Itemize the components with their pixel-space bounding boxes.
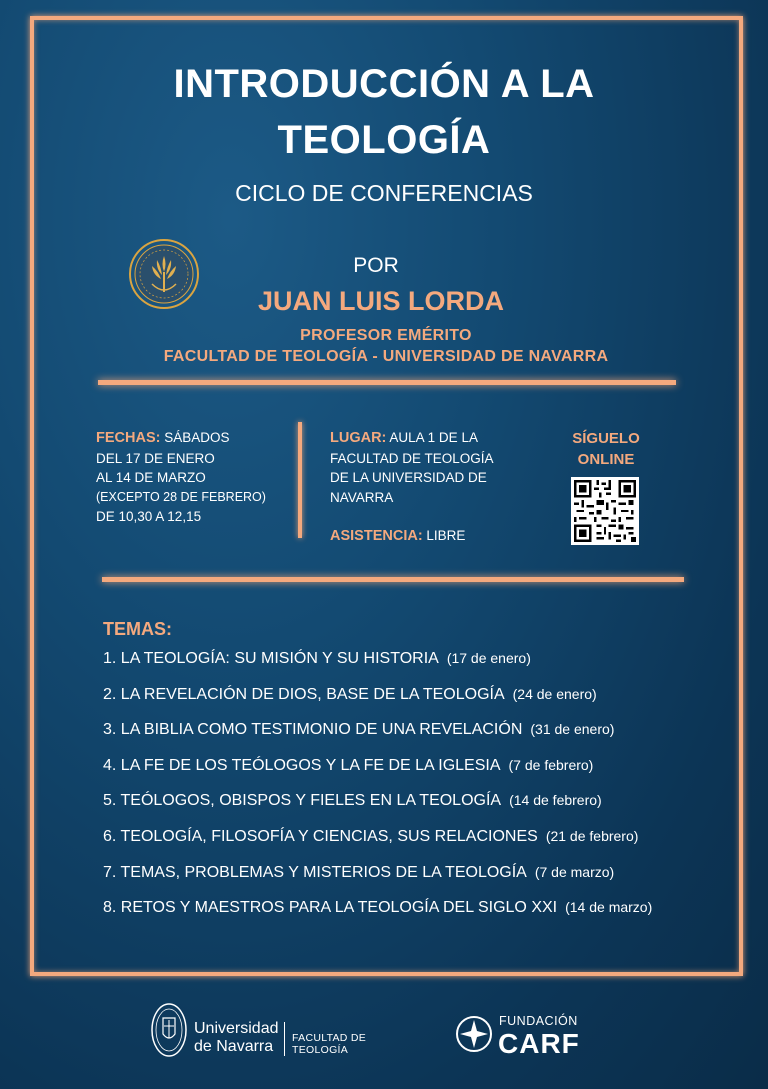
asistencia-value: LIBRE: [426, 528, 466, 543]
faculty-line-2: TEOLOGÍA: [292, 1044, 349, 1056]
online-label: [558, 428, 654, 470]
topic-item: [103, 757, 743, 793]
topic-title: 7. TEMAS, PROBLEMAS Y MISTERIOS DE LA TEOLOGÍA: [103, 863, 527, 881]
topic-title: 2. LA REVELACIÓN DE DIOS, BASE DE LA TEOLOGÍA: [103, 685, 505, 703]
unav-name-line-2: de Navarra: [194, 1038, 274, 1055]
lugar-block: [330, 428, 540, 507]
fechas-from: DEL 17 DE ENERO: [96, 450, 215, 466]
temas-heading: TEMAS:: [103, 619, 172, 639]
topic-date: (31 de enero): [530, 721, 615, 738]
topic-date: (21 de febrero): [545, 827, 639, 844]
subtitle: CICLO DE CONFERENCIAS: [235, 180, 533, 206]
qr-code-icon[interactable]: [571, 477, 639, 545]
topic-date: (17 de enero): [446, 650, 531, 666]
topics-list: [103, 650, 743, 935]
divider-bottom: [102, 577, 684, 582]
fechas-label: FECHAS:: [96, 430, 161, 446]
topic-title: 8. RETOS Y MAESTROS PARA LA TEOLOGÍA DEL SIGLO XXI: [103, 899, 558, 917]
topic-date: (24 de enero): [512, 685, 597, 702]
topic-item: [103, 828, 743, 864]
topic-date: (7 de marzo): [534, 863, 615, 880]
topic-title: 4. LA FE DE LOS TEÓLOGOS Y LA FE DE LA IGLESIA: [103, 756, 501, 774]
lugar-label: LUGAR:: [330, 430, 387, 446]
topic-item: [103, 721, 743, 757]
divider-top: [98, 380, 676, 385]
topic-item: [103, 792, 743, 828]
title-line-1: INTRODUCCIÓN A LA: [173, 62, 595, 106]
topic-date: (14 de marzo): [565, 899, 653, 916]
topic-title: 5. TEÓLOGOS, OBISPOS Y FIELES EN LA TEOLOGÍA: [103, 792, 502, 810]
carf-foundation-label: FUNDACIÓN: [499, 1014, 578, 1028]
online-line-1: SÍGUELO: [572, 430, 640, 447]
fechas-exception: (EXCEPTO 28 DE FEBRERO): [96, 489, 266, 504]
topic-item: [103, 686, 743, 722]
speaker-name: JUAN LUIS LORDA: [257, 286, 504, 316]
fechas-day: SÁBADOS: [164, 430, 230, 445]
asistencia-label: ASISTENCIA:: [330, 528, 423, 544]
topic-item: [103, 899, 743, 935]
topic-title: 3. LA BIBLIA COMO TESTIMONIO DE UNA REVELACIÓN: [103, 721, 523, 739]
topic-title: 1. LA TEOLOGÍA: SU MISIÓN Y SU HISTORIA: [103, 650, 439, 667]
lugar-room: AULA 1 DE LA: [389, 430, 478, 445]
unav-emblem-icon: [150, 1002, 188, 1058]
unav-separator: [284, 1022, 285, 1056]
lugar-city: NAVARRA: [330, 489, 394, 505]
topic-date: (14 de febrero): [509, 792, 602, 809]
topic-date: (7 de febrero): [508, 756, 594, 773]
faculty-name: [292, 1032, 366, 1056]
online-line-2: ONLINE: [577, 451, 635, 468]
speaker-role: PROFESOR EMÉRITO: [300, 327, 472, 344]
topic-item: [103, 864, 743, 900]
topic-title: 6. TEOLOGÍA, FILOSOFÍA Y CIENCIAS, SUS RELACIONES: [103, 827, 538, 845]
fechas-to: AL 14 DE MARZO: [96, 470, 206, 485]
speaker-affiliation: FACULTAD DE TEOLOGÍA - UNIVERSIDAD DE NAVARRA: [163, 348, 609, 365]
unav-name: [194, 1020, 278, 1056]
por-label: POR: [353, 254, 399, 277]
carf-name: CARF: [498, 1028, 580, 1059]
lugar-faculty: FACULTAD DE TEOLOGÍA: [330, 450, 494, 466]
carf-star-icon: [455, 1015, 493, 1053]
faculty-line-1: FACULTAD DE: [292, 1032, 367, 1044]
fechas-block: [96, 428, 296, 527]
asistencia-block: [330, 526, 540, 547]
topic-item: [103, 650, 743, 686]
divider-vertical: [298, 422, 302, 538]
lugar-university: DE LA UNIVERSIDAD DE: [330, 470, 487, 485]
unav-logo: [150, 1000, 370, 1062]
unav-name-line-1: Universidad: [194, 1020, 279, 1037]
title-line-2: TEOLOGÍA: [277, 118, 491, 162]
fechas-time: DE 10,30 A 12,15: [96, 509, 202, 524]
carf-logo: [455, 1012, 605, 1062]
